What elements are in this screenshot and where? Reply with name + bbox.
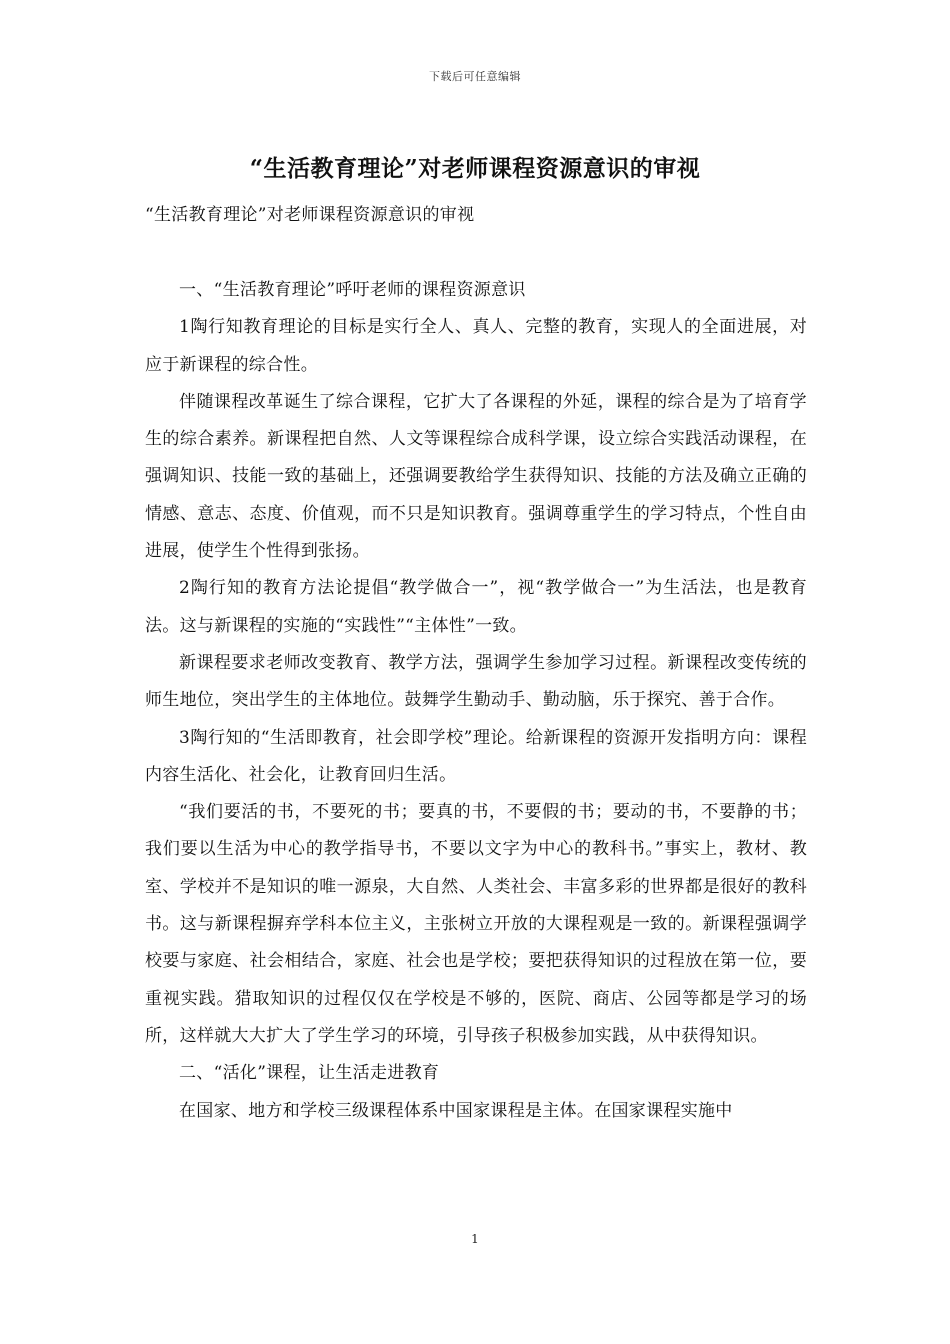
document-body [145, 272, 807, 1130]
paragraph: “我们要活的书，不要死的书；要真的书，不要假的书；要动的书，不要静的书；我们要以生活为中心的教学指导书，不要以文字为中心的教科书。”事实上，教材、教室、学校并不是知识的唯一源泉，大自然、人类社会、丰富多彩的世界都是很好的教科书。这与新课程摒弃学科本位主义，主张树立开放的大课程观是一致的。新课程强调学校要与家庭、社会相结合，家庭、社会也是学校；要把获得知识的过程放在第一位，要重视实践。猎取知识的过程仅仅在学校是不够的，医院、商店、公园等都是学习的场所，这样就大大扩大了学生学习的环境，引导孩子积极参加实践，从中获得知识。 [145, 802, 807, 1046]
paragraph: 2陶行知的教育方法论提倡“教学做合一”，视“教学做合一”为生活法，也是教育法。这与新课程的实施的“实践性”“主体性”一致。 [145, 578, 807, 636]
section-heading-1: 一、“生活教育理论”呼吁老师的课程资源意识 [179, 280, 526, 300]
document-subtitle: “生活教育理论”对老师课程资源意识的审视 [145, 205, 475, 225]
paragraph: 在国家、地方和学校三级课程体系中国家课程是主体。在国家课程实施中 [179, 1100, 733, 1121]
page-number: 1 [471, 1232, 479, 1246]
document-title: “生活教育理论”对老师课程资源意识的审视 [249, 155, 701, 182]
paragraph: 新课程要求老师改变教育、教学方法，强调学生参加学习过程。新课程改变传统的师生地位，突出学生的主体地位。鼓舞学生勤动手、勤动脑，乐于探究、善于合作。 [145, 652, 807, 711]
header-note: 下载后可任意编辑 [429, 70, 521, 83]
section-heading-2: 二、“活化”课程，让生活走进教育 [179, 1063, 440, 1084]
paragraph: 1陶行知教育理论的目标是实行全人、真人、完整的教育，实现人的全面进展，对应于新课程的综合性。 [145, 317, 807, 375]
paragraph: 3陶行知的“生活即教育，社会即学校”理论。给新课程的资源开发指明方向：课程内容生活化、社会化，让教育回归生活。 [145, 727, 807, 785]
paragraph: 伴随课程改革诞生了综合课程，它扩大了各课程的外延，课程的综合是为了培育学生的综合素养。新课程把自然、人文等课程综合成科学课，设立综合实践活动课程，在强调知识、技能一致的基础上，还强调要教给学生获得知识、技能的方法及确立正确的情感、意志、态度、价值观，而不只是知识教育。强调尊重学生的学习特点，个性自由进展，使学生个性得到张扬。 [145, 391, 807, 562]
